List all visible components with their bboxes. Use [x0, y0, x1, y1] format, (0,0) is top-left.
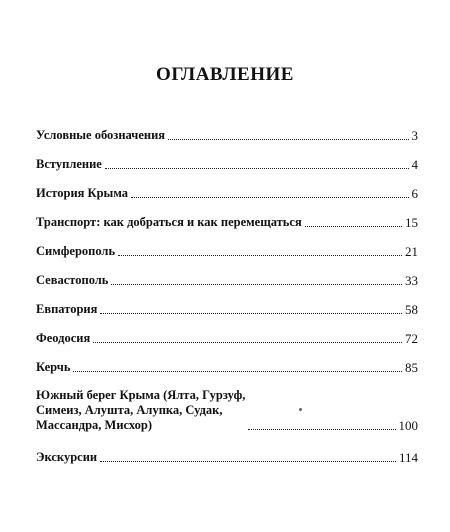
toc-page-number: 33 — [405, 273, 418, 288]
dot-leader — [305, 226, 402, 227]
toc-entry-title-line: Условные обозначения — [36, 128, 166, 142]
toc-entry-title — [36, 360, 73, 375]
toc-entry[interactable] — [36, 388, 418, 433]
toc-page-number: 114 — [398, 450, 418, 465]
dot-leader — [73, 371, 402, 372]
toc-entry-title-line: Вступление — [36, 157, 102, 171]
toc-entry[interactable] — [36, 214, 418, 230]
toc-entry-title-line: Массандра, Мисхор) — [36, 418, 153, 432]
toc-entry-title-line: Евпатория — [36, 302, 98, 316]
toc-entry[interactable] — [36, 272, 418, 288]
toc-entry[interactable] — [36, 156, 418, 172]
toc-entry[interactable] — [36, 449, 418, 465]
page-title: ОГЛАВЛЕНИЕ — [156, 64, 294, 85]
toc-page-number: 21 — [405, 244, 418, 259]
toc-page-number: 85 — [405, 360, 418, 375]
toc-entry-title-line: История Крыма — [36, 186, 128, 200]
toc-page-number: 100 — [398, 418, 418, 433]
toc-entry-title — [36, 128, 168, 143]
toc-entry-title — [36, 186, 131, 201]
dot-leader — [93, 342, 402, 343]
toc-page-number: 4 — [411, 157, 418, 172]
dot-leader — [111, 284, 402, 285]
toc-page-number: 15 — [405, 215, 418, 230]
toc-entry-title-line: Южный берег Крыма (Ялта, Гурзуф, — [36, 388, 246, 402]
toc-entry-title-line: Транспорт: как добраться и как перемещаться — [36, 215, 302, 229]
toc-entry-title-line: Симеиз, Алушта, Алупка, Судак, — [36, 403, 223, 417]
toc-entry-title-line: Севастополь — [36, 273, 109, 287]
toc-entry[interactable] — [36, 359, 418, 375]
toc-entry-title-line: Феодосия — [36, 331, 91, 345]
dot-leader — [105, 168, 409, 169]
toc-entry-title-line: Керчь — [36, 360, 71, 374]
print-speck — [299, 408, 302, 411]
toc-entry-title — [36, 215, 305, 230]
dot-leader — [118, 255, 402, 256]
dot-leader — [248, 429, 395, 430]
toc-entry[interactable] — [36, 243, 418, 259]
toc-entry-title — [36, 331, 93, 346]
toc-page-number: 72 — [405, 331, 418, 346]
toc-page-number: 3 — [411, 128, 418, 143]
toc-entry-title — [36, 273, 111, 288]
toc-entry[interactable] — [36, 185, 418, 201]
dot-leader — [168, 139, 408, 140]
toc-entry-title — [36, 244, 118, 259]
dot-leader — [131, 197, 409, 198]
table-of-contents — [36, 127, 418, 478]
toc-entry-title-line: Экскурсии — [36, 450, 98, 464]
toc-entry[interactable] — [36, 127, 418, 143]
toc-entry[interactable] — [36, 330, 418, 346]
dot-leader — [100, 461, 396, 462]
toc-page-number: 58 — [405, 302, 418, 317]
toc-entry-title — [36, 388, 248, 433]
toc-entry[interactable] — [36, 301, 418, 317]
toc-entry-title-line: Симферополь — [36, 244, 116, 258]
dot-leader — [100, 313, 402, 314]
toc-entry-title — [36, 302, 100, 317]
toc-page-number: 6 — [411, 186, 418, 201]
toc-entry-title — [36, 157, 105, 172]
toc-entry-title — [36, 450, 100, 465]
